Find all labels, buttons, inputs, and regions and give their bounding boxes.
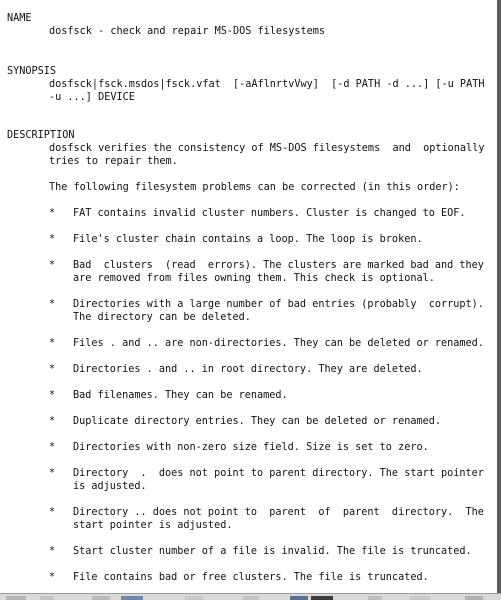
bullet: * bbox=[49, 468, 56, 479]
problems-intro: The following filesystem problems can be corrected (in this order): bbox=[49, 182, 460, 193]
bullet: * bbox=[49, 546, 56, 557]
list-item: Directory . does not point to parent directory. The start pointer bbox=[73, 468, 484, 479]
list-item: Files . and .. are non-directories. They can be deleted or renamed. bbox=[73, 338, 484, 349]
taskbar-item[interactable] bbox=[368, 596, 382, 600]
taskbar-item[interactable] bbox=[410, 596, 430, 600]
list-item: Directories with a large number of bad entries (probably corrupt). bbox=[73, 299, 484, 310]
list-item: Directories . and .. in root directory. They are deleted. bbox=[73, 364, 423, 375]
list-item-continuation: are removed from files owning them. This check is optional. bbox=[73, 273, 435, 284]
taskbar-item[interactable] bbox=[290, 596, 308, 600]
list-item: File's cluster chain contains a loop. The loop is broken. bbox=[73, 234, 423, 245]
taskbar-item[interactable] bbox=[311, 596, 333, 600]
window-border bbox=[497, 0, 501, 593]
list-item: Duplicate directory entries. They can be deleted or renamed. bbox=[73, 416, 442, 427]
list-item: Directories with non-zero size field. Size is set to zero. bbox=[73, 442, 429, 453]
taskbar-item[interactable] bbox=[465, 596, 483, 600]
list-item: File contains bad or free clusters. The file is truncated. bbox=[73, 572, 429, 583]
list-item: Start cluster number of a file is invalid. The file is truncated. bbox=[73, 546, 472, 557]
bullet: * bbox=[49, 260, 56, 271]
description-line-2: tries to repair them. bbox=[49, 156, 178, 167]
bullet: * bbox=[49, 234, 56, 245]
bullet: * bbox=[49, 338, 56, 349]
synopsis-line-1: dosfsck|fsck.msdos|fsck.vfat [-aAflnrtvVwy] [-d PATH -d ...] [-u PATH bbox=[49, 79, 485, 90]
synopsis-line-2: -u ...] DEVICE bbox=[49, 92, 135, 103]
section-heading-name: NAME bbox=[7, 13, 32, 24]
taskbar-item[interactable] bbox=[243, 596, 259, 600]
name-text: dosfsck - check and repair MS-DOS filesystems bbox=[49, 26, 326, 37]
bullet: * bbox=[49, 390, 56, 401]
bullet: * bbox=[49, 364, 56, 375]
list-item: FAT contains invalid cluster numbers. Cluster is changed to EOF. bbox=[73, 208, 466, 219]
bullet: * bbox=[49, 299, 56, 310]
section-heading-description: DESCRIPTION bbox=[7, 130, 75, 141]
taskbar-item[interactable] bbox=[40, 596, 54, 600]
bullet: * bbox=[49, 572, 56, 583]
taskbar bbox=[0, 593, 501, 600]
bullet: * bbox=[49, 507, 56, 518]
taskbar-item[interactable] bbox=[6, 596, 26, 600]
description-line-1: dosfsck verifies the consistency of MS-DOS filesystems and optionally bbox=[49, 143, 485, 154]
list-item: Bad filenames. They can be renamed. bbox=[73, 390, 288, 401]
bullet: * bbox=[49, 442, 56, 453]
taskbar-item[interactable] bbox=[185, 596, 203, 600]
bullet: * bbox=[49, 416, 56, 427]
section-heading-synopsis: SYNOPSIS bbox=[7, 66, 57, 77]
list-item-continuation: is adjusted. bbox=[73, 481, 147, 492]
list-item-continuation: The directory can be deleted. bbox=[73, 312, 251, 323]
taskbar-item[interactable] bbox=[121, 596, 143, 600]
bullet: * bbox=[49, 208, 56, 219]
taskbar-item[interactable] bbox=[92, 596, 110, 600]
list-item: Bad clusters (read errors). The clusters are marked bad and they bbox=[73, 260, 484, 271]
list-item-continuation: start pointer is adjusted. bbox=[73, 520, 233, 531]
list-item: Directory .. does not point to parent of parent directory. The bbox=[73, 507, 484, 518]
